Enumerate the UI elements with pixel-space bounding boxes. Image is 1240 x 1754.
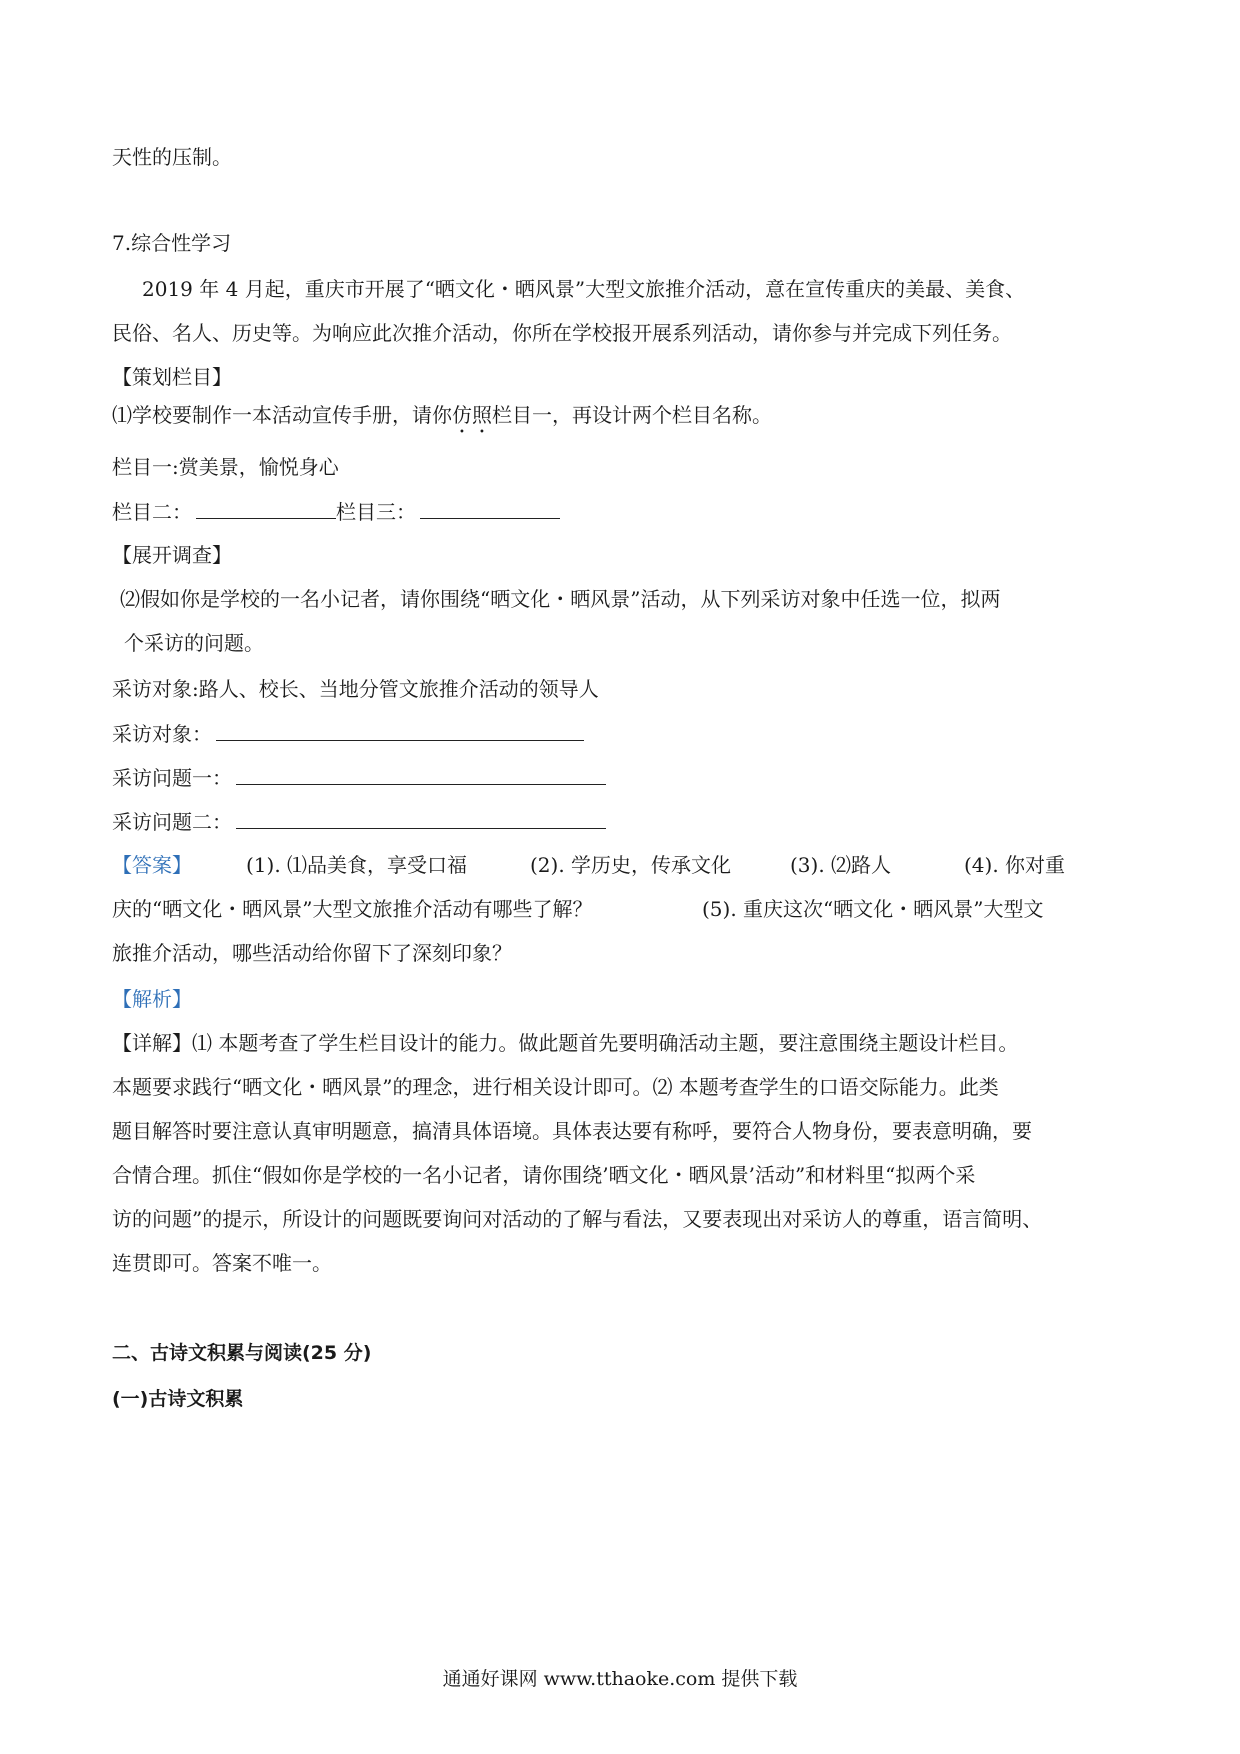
column-1: 栏目一:赏美景，愉悦身心: [112, 455, 339, 479]
section-plan-title: 【策划栏目】: [112, 365, 232, 389]
task-2-line-1: ⑵假如你是学校的一名小记者，请你围绕“晒文化・晒风景”活动，从下列采访对象中任选一位，拟两: [120, 587, 1001, 611]
task-2-line-2: 个采访的问题。: [124, 631, 264, 655]
question-2-row: [112, 806, 606, 837]
question-2-blank[interactable]: [236, 806, 606, 829]
interviewee-row: [112, 718, 584, 749]
intro-line-2: 民俗、名人、历史等。为响应此次推介活动，你所在学校报开展系列活动，请你参与并完成下列任务。: [112, 321, 1012, 345]
answer-part-2: (2). 学历史，传承文化: [530, 853, 732, 877]
task-1-emphasis: 仿照: [452, 403, 492, 427]
answer-part-4: (4). 你对重: [964, 853, 1066, 877]
analysis-line-5: 访的问题”的提示，所设计的问题既要询问对活动的了解与看法，又要表现出对采访人的尊重，语言简明、: [112, 1207, 1043, 1231]
column-2-label: 栏目二：: [112, 500, 192, 524]
analysis-tag: 【解析】: [112, 987, 192, 1011]
interviewee-blank[interactable]: [216, 718, 584, 741]
question-7-title: 7.综合性学习: [112, 231, 232, 255]
column-3-label: 栏目三：: [336, 500, 416, 524]
section-two-heading: 二、古诗文积累与阅读(25 分): [112, 1342, 372, 1364]
interviewee-label: 采访对象：: [112, 722, 212, 746]
previous-answer-tail: 天性的压制。: [112, 145, 232, 169]
analysis-line-6: 连贯即可。答案不唯一。: [112, 1251, 332, 1275]
question-1-label: 采访问题一：: [112, 766, 232, 790]
page-footer: 通通好课网 www.tthaoke.com 提供下载: [442, 1668, 798, 1690]
answer-line-3: 旅推介活动，哪些活动给你留下了深刻印象？: [112, 941, 512, 965]
answer-part-3: (3). ⑵路人: [790, 853, 892, 877]
question-1-row: [112, 762, 606, 793]
task-1: [112, 400, 772, 438]
intro-line-1: 2019 年 4 月起，重庆市开展了“晒文化・晒风景”大型文旅推介活动，意在宣传重庆的美最、美食、: [142, 277, 1026, 301]
task-1-post: 栏目一，再设计两个栏目名称。: [492, 403, 772, 427]
analysis-line-3: 题目解答时要注意认真审明题意，搞清具体语境。具体表达要有称呼，要符合人物身份，要表意明确，要: [112, 1119, 1032, 1143]
question-2-label: 采访问题二：: [112, 810, 232, 834]
answer-tag: 【答案】: [112, 853, 192, 877]
analysis-line-4: 合情合理。抓住“假如你是学校的一名小记者，请你围绕’晒文化・晒风景’活动”和材料里“拟两个采: [112, 1163, 976, 1187]
analysis-line-1: 【详解】⑴ 本题考查了学生栏目设计的能力。做此题首先要明确活动主题，要注意围绕主题设计栏目。: [112, 1031, 1019, 1055]
column-blanks-row: [112, 496, 560, 527]
column-2-blank[interactable]: [196, 496, 336, 519]
answer-line-2b: (5). 重庆这次“晒文化・晒风景”大型文: [702, 897, 1044, 921]
interviewee-options: 采访对象:路人、校长、当地分管文旅推介活动的领导人: [112, 677, 599, 701]
answer-line-2a: 庆的“晒文化・晒风景”大型文旅推介活动有哪些了解？: [112, 897, 593, 921]
analysis-line-2: 本题要求践行“晒文化・晒风景”的理念，进行相关设计即可。⑵ 本题考查学生的口语交际能力。此类: [112, 1075, 999, 1099]
column-3-blank[interactable]: [420, 496, 560, 519]
section-survey-title: 【展开调查】: [112, 543, 232, 567]
answer-part-1: (1). ⑴品美食，享受口福: [246, 853, 468, 877]
question-1-blank[interactable]: [236, 762, 606, 785]
task-1-pre: ⑴学校要制作一本活动宣传手册，请你: [112, 403, 452, 427]
section-two-subheading: (一)古诗文积累: [112, 1388, 244, 1410]
